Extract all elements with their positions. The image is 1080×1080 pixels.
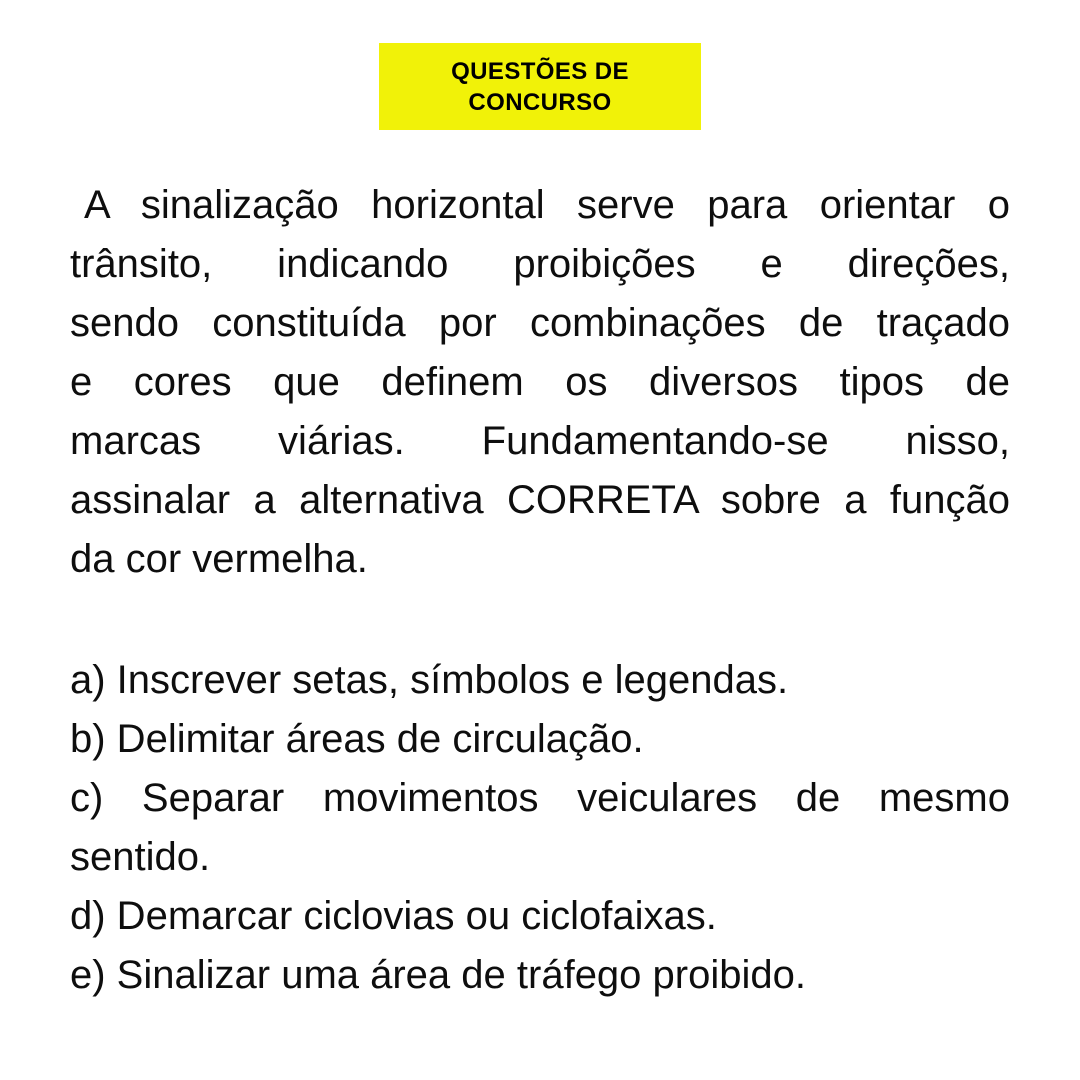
card-content	[70, 176, 1010, 1005]
question-line: sendo constituída por combinações de traçado	[70, 301, 1010, 345]
option-item	[70, 946, 1010, 1005]
option-item	[70, 769, 1010, 887]
category-badge	[379, 43, 701, 130]
options-list	[70, 651, 1010, 1005]
option-item	[70, 887, 1010, 946]
category-badge-title-line2: CONCURSO	[468, 88, 612, 116]
option-item	[70, 710, 1010, 769]
category-badge-title-line1: QUESTÕES DE	[451, 57, 629, 85]
question-line: assinalar a alternativa CORRETA sobre a função	[70, 478, 1010, 522]
option-line: sentido.	[70, 835, 211, 879]
question-line: da cor vermelha.	[70, 537, 368, 581]
question-line: trânsito, indicando proibições e direções,	[70, 242, 1010, 286]
question-line: e cores que definem os diversos tipos de	[70, 360, 1010, 404]
option-line: e) Sinalizar uma área de tráfego proibido.	[70, 953, 806, 997]
question-line: marcas viárias. Fundamentando-se nisso,	[70, 419, 1010, 463]
option-line: a) Inscrever setas, símbolos e legendas.	[70, 658, 789, 702]
option-line: c) Separar movimentos veiculares de mesmo	[70, 776, 1010, 820]
option-line: d) Demarcar ciclovias ou ciclofaixas.	[70, 894, 717, 938]
option-line: b) Delimitar áreas de circulação.	[70, 717, 644, 761]
question-text	[70, 176, 1010, 589]
question-line: A sinalização horizontal serve para orientar o	[84, 183, 1010, 227]
option-item	[70, 651, 1010, 710]
